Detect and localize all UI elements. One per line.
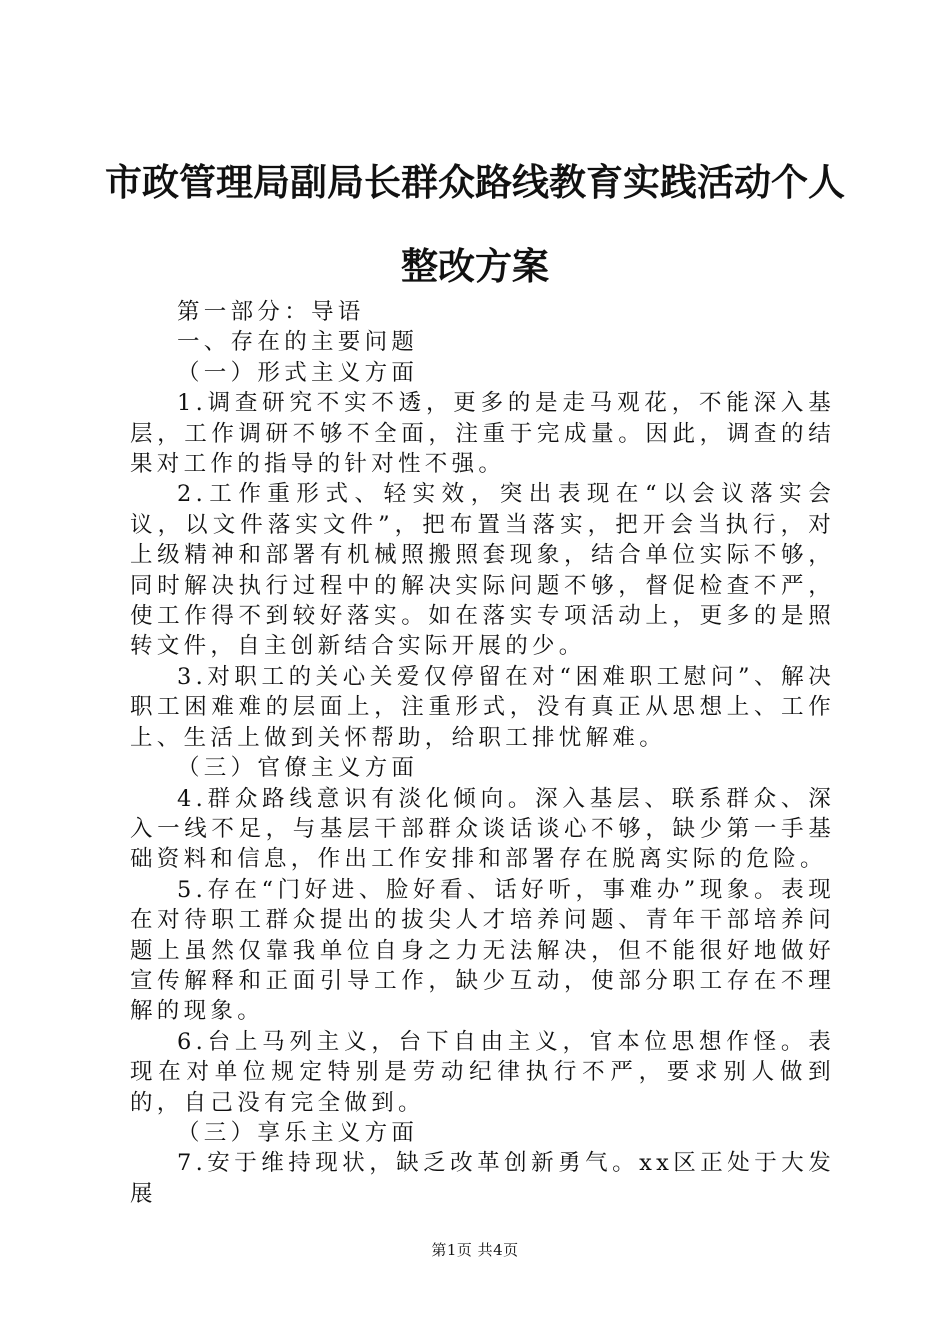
paragraph-item-7: 7.安于维持现状，缺乏改革创新勇气。xx区正处于大发展 — [130, 1150, 835, 1207]
document-title-line-1: 市政管理局副局长群众路线教育实践活动个人 — [105, 160, 845, 204]
paragraph-item-5: 5.存在“门好进、脸好看、话好听，事难办”现象。表现在对待职工群众提出的拔尖人才培养问题、青年干部培养问题上虽然仅靠我单位自身之力无法解决，但不能很好地做好宣传解释和正面引导工作，缺少互动，使部分职工存在不理解的现象。 — [130, 876, 835, 1025]
paragraph-item-3: 3.对职工的关心关爱仅停留在对“困难职工慰问”、解决职工困难难的层面上，注重形式，没有真正从思想上、工作上、生活上做到关怀帮助，给职工排忧解难。 — [130, 663, 835, 751]
paragraph-item-2: 2.工作重形式、轻实效，突出表现在“以会议落实会议，以文件落实文件”，把布置当落实，把开会当执行，对上级精神和部署有机械照搬照套现象，结合单位实际不够，同时解决执行过程中的解决实际问题不够，督促检查不严，使工作得不到较好落实。如在落实专项活动上，更多的是照转文件，自主创新结合实际开展的少。 — [130, 481, 835, 660]
paragraph-item-6: 6.台上马列主义，台下自由主义，官本位思想作怪。表现在对单位规定特别是劳动纪律执行不严，要求别人做到的，自己没有完全做到。 — [130, 1028, 835, 1116]
document-body — [130, 297, 835, 1209]
paragraph-item-4: 4.群众路线意识有淡化倾向。深入基层、联系群众、深入一线不足，与基层干部群众谈话谈心不够，缺少第一手基础资料和信息，作出工作安排和部署存在脱离实际的危险。 — [130, 785, 835, 873]
page-footer: 第1页 共4页 — [431, 1241, 519, 1259]
subsection-heading-bureaucratism: （三）官僚主义方面 — [177, 755, 419, 782]
document-title-line-2: 整改方案 — [401, 244, 549, 288]
subsection-heading-formalism: （一）形式主义方面 — [177, 359, 419, 386]
paragraph-item-1: 1.调查研究不实不透，更多的是走马观花，不能深入基层，工作调研不够不全面，注重于完成量。因此，调查的结果对工作的指导的针对性不强。 — [130, 390, 835, 478]
section-heading-main-problems: 一、存在的主要问题 — [177, 329, 419, 356]
subsection-heading-hedonism: （三）享乐主义方面 — [177, 1119, 419, 1146]
section-heading-part-one: 第一部分：导语 — [177, 299, 365, 325]
